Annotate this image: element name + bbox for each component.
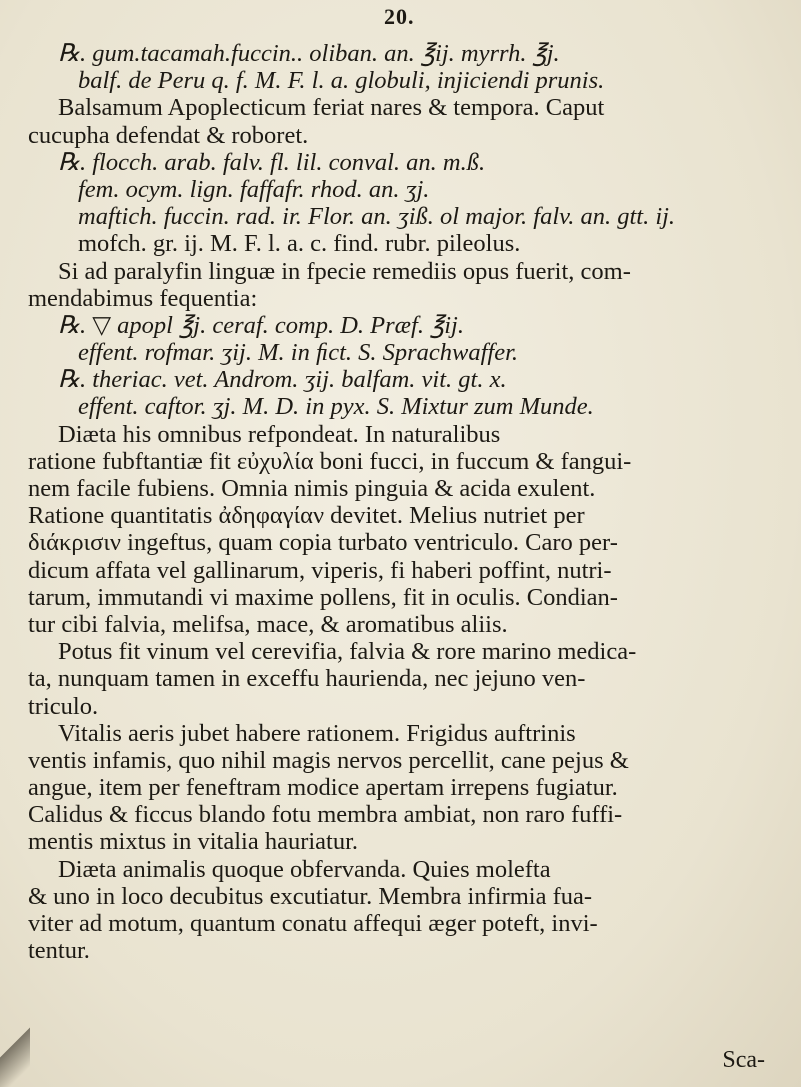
text-line: ta, nunquam tamen in exceffu hauriendа, nec jejuno ven- (28, 665, 586, 693)
page-body (28, 40, 780, 964)
text-line: nem facile fubiens. Omnia nimis pinguia & acida exulent. (28, 475, 596, 502)
text-line: viter ad motum, quantum conatu affequi æger poteft, invi- (28, 910, 598, 937)
text-line: triculo. (28, 692, 99, 720)
page-number: 20. (384, 4, 415, 29)
text-line: ℞. theriac. vet. Androm. ʒij. balfam. vit. gt. x. (58, 366, 507, 394)
text-line: Diæta his omnibus refpondeat. In naturalibus (58, 420, 501, 448)
text-line: maftich. fuccin. rad. ir. Flor. an. ʒiß. ol major. falv. an. gtt. ij. (78, 203, 676, 231)
page-edge-shadow (0, 1017, 30, 1087)
text-line: Ratione quantitatis ἀδηφαγίαν devitet. Melius nutriet per (28, 502, 585, 530)
text-line: angue, item per feneftram modice apertam irrepens fugiatur. (28, 774, 618, 802)
text-line: mentis mixtus in vitalia hauriatur. (28, 828, 359, 856)
text-line: cucupha defendat & roboret. (28, 121, 309, 149)
text-line: διάκρισιν ingeftus, quam copia turbato ventriculo. Caro per- (28, 529, 618, 557)
text-line: effent. rofmar. ʒij. M. in ﬁct. S. Sprachwaffer. (78, 339, 519, 367)
text-line: tarum, immutandi vi maxime pollens, fit in oculis. Condian- (28, 583, 618, 611)
text-line: Balsamum Apoplecticum feriat nares & tempora. Caput (58, 94, 605, 122)
text-line: Vitalis aeris jubet habere rationem. Frigidus auftrinis (58, 719, 576, 747)
text-line: fem. ocym. lign. faffafr. rhod. an. ʒj. (78, 175, 430, 203)
text-line: Si ad paralyfin linguæ in fpecie remediis opus fuerit, com- (58, 257, 631, 285)
text-line: ℞. gum.tacamah.fuccin.. oliban. an. ℥ij. myrrh. ℥j. (58, 40, 560, 67)
text-line: dicum affata vel gallinarum, viperis, fi haberi poffint, nutri- (28, 556, 612, 584)
text-line: & uno in loco decubitus excutiatur. Membra infirmia fua- (28, 882, 593, 910)
text-line: effent. caftor. ʒj. M. D. in pyx. S. Mixtur zum Munde. (78, 393, 594, 421)
text-line: Diæta animalis quoque obfervanda. Quies molefta (58, 855, 551, 883)
text-line: Calidus & ficcus blando fotu membra ambiat, non raro fuffi- (28, 801, 623, 829)
text-line: ratione fubftantiæ fit εὐχυλία boni fucci, in fuccum & fangui- (28, 447, 632, 475)
text-line: ℞. ▽ apopl ℥j. ceraf. comp. D. Præf. ℥ij. (58, 311, 464, 339)
text-line: tentur. (28, 937, 90, 965)
text-line: mofch. gr. ij. M. F. l. a. c. find. rubr. pileolus. (78, 230, 521, 258)
text-line: balf. de Peru q. f. M. F. l. a. globuli, injiciendi prunis. (78, 67, 605, 95)
text-line: Potus fit vinum vel cerevifia, falvia & rore marino medica- (58, 638, 637, 666)
text-line: mendabimus fequentia: (28, 284, 258, 312)
text-line: tur cibi falvia, melifsa, mace, & aromatibus aliis. (28, 610, 508, 638)
text-line: ℞. flocch. arab. falv. fl. lil. conval. an. m.ß. (58, 148, 486, 176)
catchword: Sca- (722, 1047, 765, 1073)
text-line: ventis infamis, quo nihil magis nervos percellit, cane pejus & (28, 746, 629, 774)
